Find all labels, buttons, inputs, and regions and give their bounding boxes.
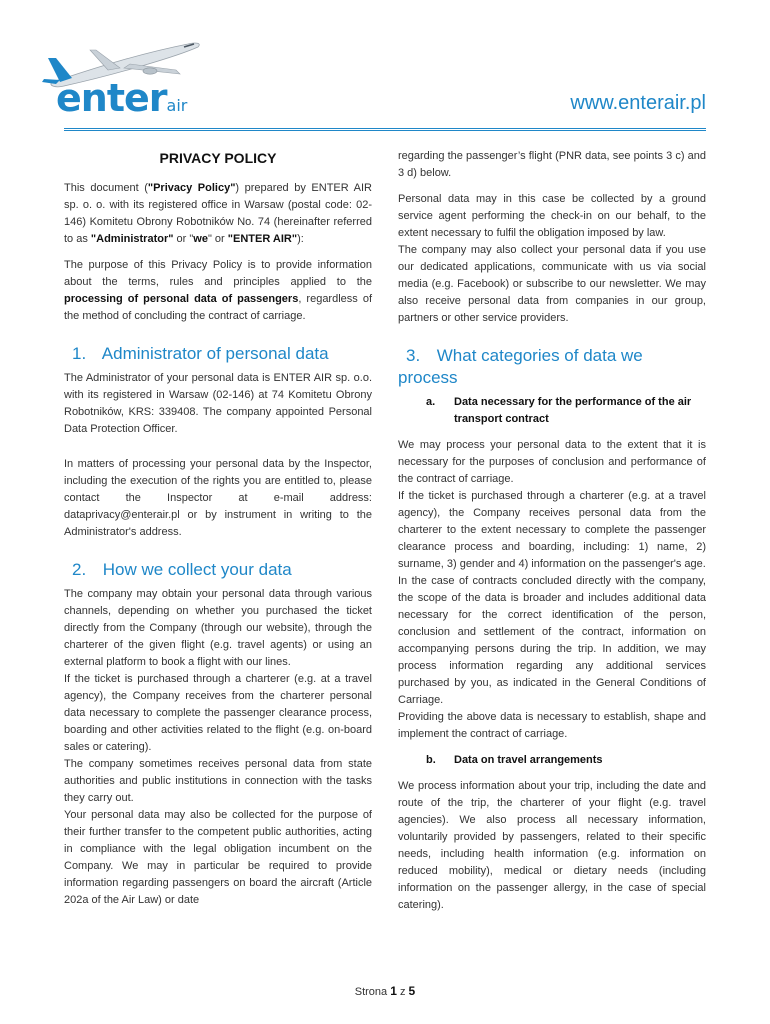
subsection-a-paragraph-1: We may process your personal data to the extent that it is necessary for the purposes of conclusion and performance of the contract of carriage. [398, 439, 706, 485]
document-title: PRIVACY POLICY [159, 150, 277, 166]
footer-separator: z [399, 986, 406, 998]
logo-sub-text: air [166, 96, 188, 115]
left-column [64, 148, 372, 909]
logo-main-text: enter [56, 76, 167, 120]
section-1-paragraph-2: In matters of processing your personal data by the Inspector, including the execution of the rights you are entitled to, please contact the Inspector at e-mail address: dataprivacy@enterair.pl or by instrument in writing to the Administrator's address. [64, 458, 372, 538]
section-2-heading: 2. How we collect your data [72, 560, 292, 579]
subsection-a-paragraph-2: If the ticket is purchased through a charterer (e.g. at a travel agency), the Company receives personal data from the charterer to the extent necessary to complete the passenger clearance process and boarding, including: 1) name, 2) surname, 3) gender and 4) information on the passenger's age. [398, 490, 706, 570]
footer-page-number: 1 [390, 984, 397, 998]
right-column [398, 148, 706, 914]
section-3-heading: 3. What categories of data we process [398, 346, 643, 387]
section-2-paragraph-3: The company sometimes receives personal data from state authorities and public institutions in connection with the tasks they carry out. [64, 758, 372, 804]
footer-page-total: 5 [408, 984, 416, 998]
section-2-paragraph-7: The company may also collect your personal data if you use our dedicated applications, communicate with us via social media (e.g. Facebook) or subscribe to our newsletter. We may also receive personal data from companies in our group, partners or other service providers. [398, 244, 706, 324]
section-1-heading: 1. Administrator of personal data [72, 344, 329, 363]
footer-label: Strona [354, 986, 388, 998]
section-2-paragraph-2: If the ticket is purchased through a charterer (e.g. at a travel agency), the Company receives from the charterer personal data necessary to complete the passenger clearance process, boarding and other activities related to the flight (e.g. on-board sales or catering). [64, 673, 372, 753]
intro-paragraph-2: The purpose of this Privacy Policy is to provide information about the terms, rules and principles applied to the processing of personal data of passengers, regardless of the method of concluding the contract of carriage. [64, 259, 372, 322]
subsection-b-paragraph-1: We process information about your trip, including the date and route of the trip, the charterer of your flight (e.g. travel agencies). We also process all necessary information, voluntarily provided by passengers, related to their specific needs, including health information (e.g. information on reduced mobility), medical or dietary needs (including information on the passenger allergy, in the case of special catering). [398, 780, 706, 911]
section-1-paragraph-1: The Administrator of your personal data is ENTER AIR sp. o.o. with its registered in Warsaw (02-146) at 74 Komitetu Obrony Robotników, KRS: 339408. The company appointed Personal Data Protection Officer. [64, 372, 372, 435]
intro-paragraph-1: This document ("Privacy Policy") prepared by ENTER AIR sp. o. o. with its registered office in Warsaw (postal code: 02-146) Komitetu Obrony Robotników No. 74 (hereinafter referred to as "Administrator" or "we" or "ENTER AIR"): [64, 182, 372, 245]
header-divider [64, 128, 706, 129]
section-2-paragraph-4: Your personal data may also be collected for the purpose of their further transfer to the competent public authorities, acting in compliance with the legal obligation incumbent on the Company. We may in particular be required to provide information regarding passengers on board the aircraft (Article 202a of the Air Law) or date [64, 809, 372, 906]
header-divider-secondary [64, 130, 706, 131]
section-2-paragraph-5: regarding the passenger’s flight (PNR data, see points 3 c) and 3 d) below. [398, 150, 706, 179]
logo-wordmark [56, 78, 187, 118]
section-2-paragraph-6: Personal data may in this case be collected by a ground service agent performing the check-in on our behalf, to the extent necessary to fulfil the obligation imposed by law. [398, 193, 706, 239]
subsection-b-heading: b. Data on travel arrangements [426, 754, 603, 766]
subsection-a-paragraph-4: Providing the above data is necessary to establish, shape and implement the contract of carriage. [398, 711, 706, 740]
website-url[interactable]: www.enterair.pl [570, 92, 706, 114]
subsection-a-heading: a. Data necessary for the performance of the air transport contract [426, 396, 692, 425]
page-footer [0, 984, 770, 998]
section-2-paragraph-1: The company may obtain your personal data through various channels, depending on whether you purchased the ticket directly from the Company (through our website), through the charterer of the given flight (e.g. travel agents) or using an external platform to book a flight with our lines. [64, 588, 372, 668]
subsection-a-paragraph-3: In the case of contracts concluded directly with the company, the scope of the data is broader and includes additional data necessary for the correct identification of the person, conclusion and settlement of the contract, information on accompanying persons during the trip. In addition, we may process information regarding any additional services purchased by you, as indicated in the General Conditions of Carriage. [398, 575, 706, 706]
